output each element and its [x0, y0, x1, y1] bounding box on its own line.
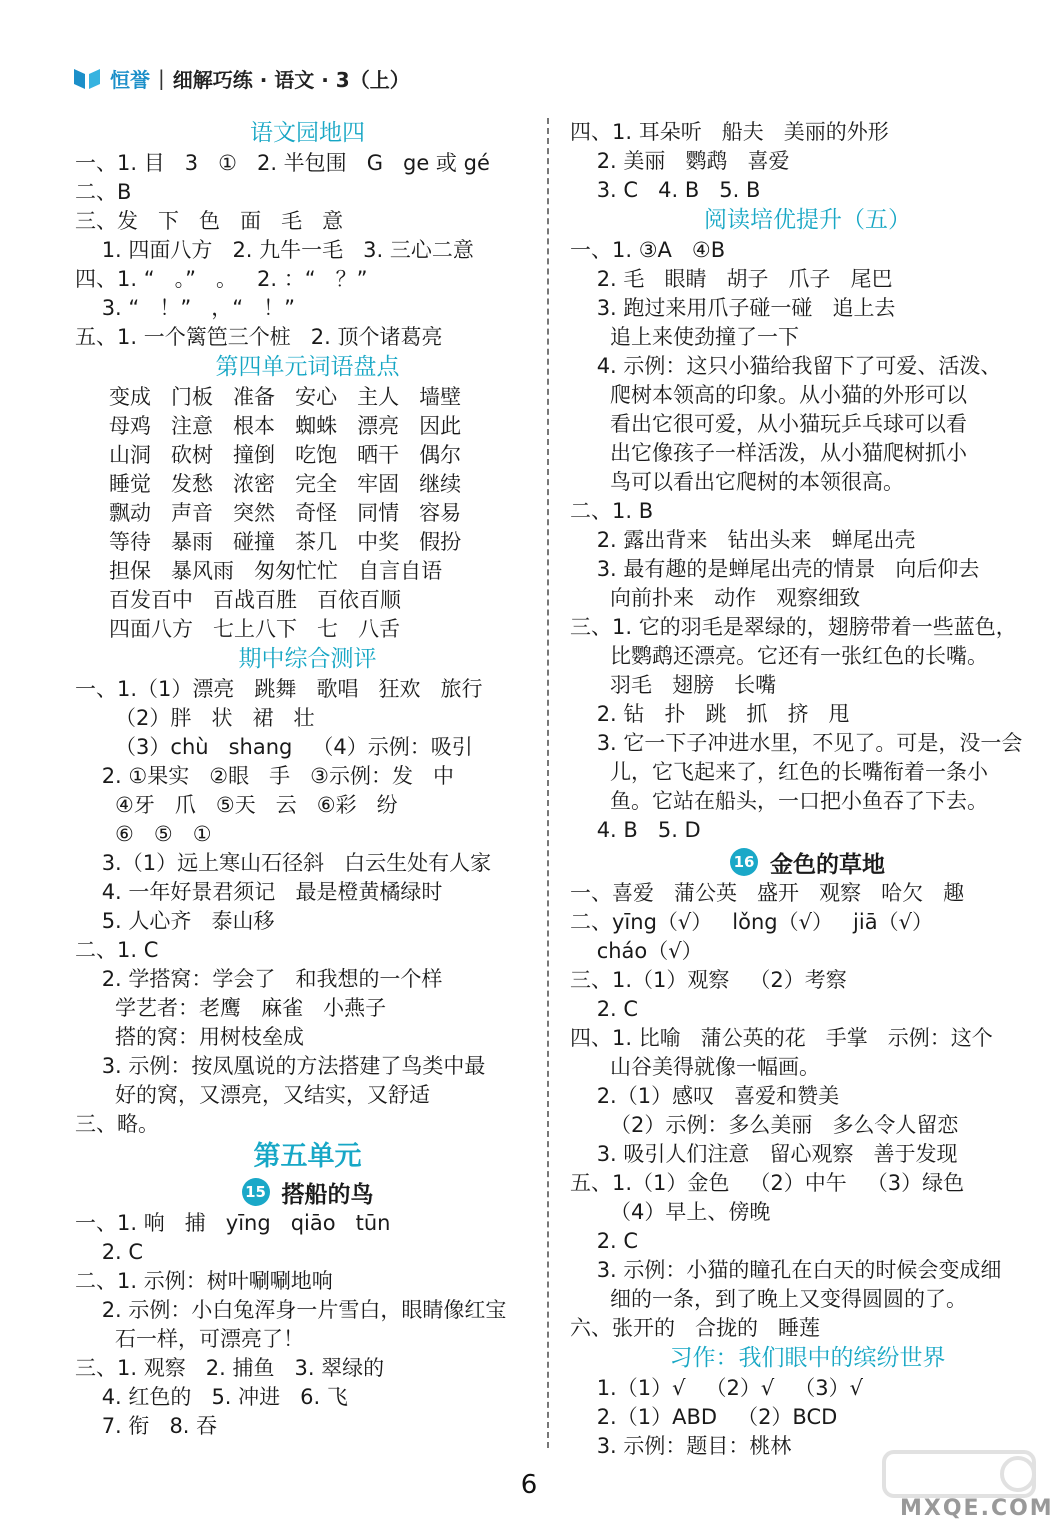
- answer-line: 3. 跑过来用爪子碰一碰 追上去: [570, 296, 896, 320]
- answer-line: 二、B: [75, 180, 132, 204]
- answer-block: [75, 1209, 540, 1441]
- lesson-title: 金色的草地: [770, 851, 885, 878]
- answer-line: 一、1. ③A ④B: [570, 238, 726, 262]
- answer-line: 出它像孩子一样活泼，从小猫爬树抓小: [570, 441, 968, 465]
- answer-line: 四面八方 七上八下 七 八舌: [109, 617, 401, 641]
- answer-line: 爬树本领高的印象。从小猫的外形可以: [570, 383, 968, 407]
- answer-line: 3. “ ！” ，“ ！”: [75, 296, 296, 320]
- answer-line: 比鹦鹉还漂亮。它还有一张红色的长嘴。: [570, 644, 989, 668]
- section-title: 语文园地四: [250, 120, 365, 146]
- answer-line: 3. 示例：按凤凰说的方法搭建了鸟类中最: [75, 1054, 486, 1078]
- answer-block: [75, 675, 540, 1139]
- answer-line: 一、1. 目 3 ① 2. 半包围 G ge 或 gé: [75, 151, 490, 175]
- answer-line: 羽毛 翅膀 长嘴: [570, 673, 777, 697]
- answer-line: 二、yīng（√） lǒng（√） jiā（√）: [570, 910, 933, 934]
- answer-line: （4）早上、傍晚: [570, 1200, 771, 1224]
- answer-line: 搭的窝：用树枝垒成: [75, 1025, 305, 1049]
- answer-line: 山谷美得就像一幅画。: [570, 1055, 821, 1079]
- answer-line: 看出它很可爱，从小猫玩乒乓球可以看: [570, 412, 968, 436]
- answer-line: 4. 一年好景君须记 最是橙黄橘绿时: [75, 880, 443, 904]
- answer-line: 2. 钻 扑 跳 抓 挤 甩: [570, 702, 850, 726]
- answer-line: （3）chù shang （4）示例：吸引: [75, 735, 473, 759]
- answer-block: [570, 236, 1045, 845]
- answer-line: 三、1. 它的羽毛是翠绿的，翅膀带着一些蓝色，: [570, 615, 1017, 639]
- lesson-heading: [570, 845, 1045, 879]
- answer-line: 向前扑来 动作 观察细致: [570, 586, 861, 610]
- page-number: 6: [520, 1470, 538, 1500]
- header-separator: |: [158, 66, 165, 90]
- answer-block: [75, 383, 540, 644]
- answer-line: 等待 暴雨 碰撞 茶几 中奖 假扮: [109, 530, 462, 554]
- answer-line: 担保 暴风雨 匆匆忙忙 自言自语: [109, 559, 443, 583]
- answer-line: 细的一条，到了晚上又变得圆圆的了。: [570, 1287, 968, 1311]
- answer-line: 4. B 5. D: [570, 818, 701, 842]
- answer-line: 2. C: [570, 1229, 639, 1253]
- answer-line: 5. 人心齐 泰山移: [75, 909, 275, 933]
- answer-line: 3. 它一下子冲进水里，不见了。可是，没一会: [570, 731, 1023, 755]
- watermark-text: MXQE.COM: [900, 1496, 1054, 1521]
- brand-name: 恒誉: [110, 67, 150, 92]
- section-title: 第四单元词语盘点: [215, 354, 400, 380]
- answer-line: 2. 学搭窝：学会了 和我想的一个样: [75, 967, 443, 991]
- answer-line: 三、略。: [75, 1112, 159, 1136]
- answer-line: 三、1.（1）观察 （2）考察: [570, 968, 847, 992]
- column-divider: [547, 118, 549, 1448]
- lesson-number-badge: 16: [730, 848, 758, 876]
- answer-line: 变成 门板 准备 安心 主人 墙壁: [109, 385, 462, 409]
- answer-line: 四、1. “ 。” 。 2. ：“ ？”: [75, 267, 368, 291]
- answer-line: 3.（1）远上寒山石径斜 白云生处有人家: [75, 851, 492, 875]
- unit-title: 第五单元: [253, 1141, 362, 1172]
- answer-line: 3. 吸引人们注意 留心观察 善于发现: [570, 1142, 958, 1166]
- answer-line: 2. 美丽 鹦鹉 喜爱: [570, 149, 790, 173]
- answer-line: 一、1.（1）漂亮 跳舞 歌唱 狂欢 旅行: [75, 677, 483, 701]
- answer-line: 2.（1）感叹 喜爱和赞美: [570, 1084, 840, 1108]
- lesson-title: 搭船的鸟: [281, 1181, 374, 1208]
- answer-line: 一、喜爱 蒲公英 盛开 观察 哈欠 趣: [570, 881, 965, 905]
- answer-line: 一、1. 响 捕 yīng qiāo tūn: [75, 1211, 391, 1235]
- lesson-heading: [75, 1175, 540, 1209]
- answer-line: 二、1. B: [570, 499, 654, 523]
- answer-line: 好的窝，又漂亮，又结实，又舒适: [75, 1083, 431, 1107]
- answer-line: 睡觉 发愁 浓密 完全 牢固 继续: [109, 472, 462, 496]
- section-title: 阅读培优提升（五）: [704, 207, 911, 233]
- answer-line: 四、1. 比喻 蒲公英的花 手掌 示例：这个: [570, 1026, 993, 1050]
- answer-line: 2.（1）ABD （2）BCD: [570, 1405, 838, 1429]
- answer-line: 3. C 4. B 5. B: [570, 178, 761, 202]
- answer-line: 四、1. 耳朵听 船夫 美丽的外形: [570, 120, 889, 144]
- answer-line: 三、发 下 色 面 毛 意: [75, 209, 344, 233]
- answer-block: [570, 118, 1045, 205]
- answer-block: [570, 879, 1045, 1343]
- book-logo-icon: [72, 65, 102, 91]
- answer-line: 2. 露出背来 钻出头来 蝉尾出壳: [570, 528, 916, 552]
- answer-line: 三、1. 观察 2. 捕鱼 3. 翠绿的: [75, 1356, 385, 1380]
- answer-line: 3. 示例：小猫的瞳孔在白天的时候会变成细: [570, 1258, 1002, 1282]
- answer-line: 1.（1）√ （2）√ （3）√: [570, 1376, 864, 1400]
- answer-line: 1. 四面八方 2. 九牛一毛 3. 三心二意: [75, 238, 474, 262]
- answer-line: 学艺者：老鹰 麻雀 小燕子: [75, 996, 387, 1020]
- answer-line: 2. 示例：小白兔浑身一片雪白，眼睛像红宝: [75, 1298, 507, 1322]
- lesson-number-badge: 15: [242, 1178, 270, 1206]
- answer-line: 五、1. 一个篱笆三个桩 2. 顶个诸葛亮: [75, 325, 443, 349]
- answer-line: 母鸡 注意 根本 蜘蛛 漂亮 因此: [109, 414, 462, 438]
- answer-line: 山洞 砍树 撞倒 吃饱 晒干 偶尔: [109, 443, 462, 467]
- section-title: 期中综合测评: [238, 646, 377, 672]
- answer-line: 飘动 声音 突然 奇怪 同情 容易: [109, 501, 462, 525]
- answer-line: 追上来使劲撞了一下: [570, 325, 800, 349]
- answer-line: 3. 最有趣的是蝉尾出壳的情景 向后仰去: [570, 557, 980, 581]
- answer-line: 二、1. C: [75, 938, 159, 962]
- left-column: [75, 118, 540, 1441]
- answer-line: ④牙 爪 ⑤天 云 ⑥彩 纷: [75, 793, 398, 817]
- answer-line: 2. ①果实 ②眼 手 ③示例：发 中: [75, 764, 454, 788]
- page-header: [72, 60, 410, 96]
- answer-line: 二、1. 示例：树叶唰唰地响: [75, 1269, 333, 1293]
- answer-line: 2. 毛 眼睛 胡子 爪子 尾巴: [570, 267, 893, 291]
- answer-line: （2）示例：多么美丽 多么令人留恋: [570, 1113, 959, 1137]
- section-title: 习作：我们眼中的缤纷世界: [669, 1345, 946, 1371]
- answer-line: 鱼。它站在船头，一口把小鱼吞了下去。: [570, 789, 989, 813]
- answer-line: （2）胖 状 裙 壮: [75, 706, 315, 730]
- answer-line: 儿，它飞起来了，红色的长嘴衔着一条小: [570, 760, 989, 784]
- answer-block: [75, 149, 540, 352]
- answer-line: 鸟可以看出它爬树的本领很高。: [570, 470, 905, 494]
- answer-line: 2. C: [75, 1240, 144, 1264]
- answer-line: 五、1.（1）金色 （2）中午 （3）绿色: [570, 1171, 965, 1195]
- answer-line: 六、张开的 合拢的 睡莲: [570, 1316, 821, 1340]
- book-title: 细解巧练 · 语文 · 3（上）: [172, 67, 410, 92]
- answer-line: 石一样，可漂亮了！: [75, 1327, 305, 1351]
- answer-line: 4. 示例：这只小猫给我留下了可爱、活泼、: [570, 354, 1002, 378]
- answer-line: 3. 示例：题目：桃林: [570, 1434, 792, 1458]
- answer-line: cháo（√）: [570, 939, 703, 963]
- answer-line: 7. 衔 8. 吞: [75, 1414, 218, 1438]
- answer-line: ⑥ ⑤ ①: [75, 822, 212, 846]
- answer-line: 4. 红色的 5. 冲进 6. 飞: [75, 1385, 348, 1409]
- answer-line: 百发百中 百战百胜 百依百顺: [109, 588, 402, 612]
- answer-line: 2. C: [570, 997, 639, 1021]
- right-column: [570, 118, 1045, 1461]
